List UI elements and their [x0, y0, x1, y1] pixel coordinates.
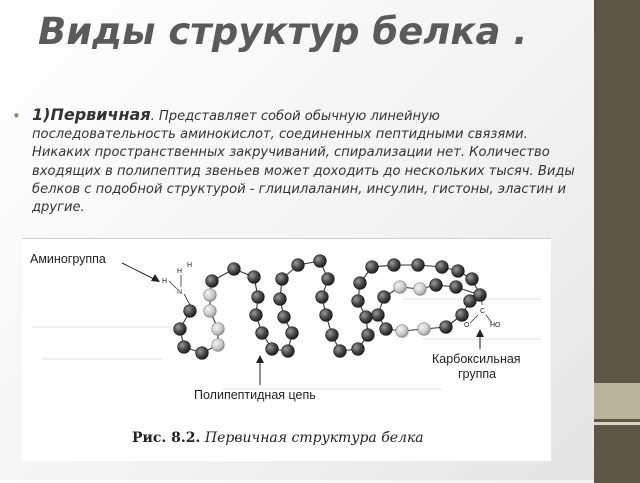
residue-light — [418, 323, 431, 336]
caption-number: Рис. 8.2. — [132, 430, 201, 446]
residue-dark — [452, 265, 465, 278]
residue-dark — [372, 309, 385, 322]
arrow-carboxyl-head — [476, 329, 484, 337]
amino-acid-residues — [174, 255, 487, 360]
residue-dark — [380, 323, 393, 336]
atom-h-top: H — [187, 262, 193, 269]
residue-dark — [334, 345, 347, 358]
residue-dark — [378, 291, 391, 304]
residue-light — [396, 325, 409, 338]
protein-figure — [22, 238, 551, 461]
caption-text: Первичная структура белка — [200, 430, 424, 446]
residue-light — [204, 289, 217, 302]
residue-dark — [206, 275, 219, 288]
residue-dark — [178, 341, 191, 354]
label-amino-group: Аминогруппа — [30, 252, 106, 266]
residue-light — [204, 305, 217, 318]
residue-dark — [196, 347, 209, 360]
residue-dark — [456, 309, 469, 322]
residue-dark — [228, 263, 241, 276]
atom-n: N — [177, 289, 183, 296]
label-carboxyl-2: группа — [458, 367, 497, 381]
residue-light — [212, 339, 225, 352]
residue-dark — [252, 291, 265, 304]
slide-title: Виды структур белка . — [38, 10, 528, 53]
residue-dark — [248, 271, 261, 284]
residue-dark — [292, 259, 305, 272]
residue-dark — [362, 329, 375, 342]
label-carboxyl-1: Карбоксильная — [432, 352, 521, 366]
residue-dark — [250, 309, 263, 322]
atom-o-left: O — [464, 322, 470, 329]
residue-dark — [316, 291, 329, 304]
residue-dark — [276, 273, 289, 286]
residue-dark — [412, 259, 425, 272]
amino-group-atoms — [162, 262, 192, 305]
residue-dark — [464, 295, 477, 308]
label-polypeptide-chain: Полипептидная цепь — [194, 388, 316, 402]
residue-dark — [352, 343, 365, 356]
residue-dark — [322, 273, 335, 286]
residue-dark — [436, 261, 449, 274]
residue-dark — [352, 295, 365, 308]
residue-dark — [450, 281, 463, 294]
residue-dark — [388, 259, 401, 272]
residue-dark — [320, 309, 333, 322]
lead-term: 1)Первичная — [32, 105, 151, 124]
residue-dark — [466, 273, 479, 286]
residue-dark — [326, 329, 339, 342]
residue-dark — [278, 311, 291, 324]
figure-caption — [132, 430, 424, 446]
residue-dark — [366, 261, 379, 274]
residue-dark — [440, 321, 453, 334]
sidebar-lower-block — [594, 422, 640, 483]
atom-h-left: H — [162, 278, 168, 285]
residue-dark — [354, 277, 367, 290]
bullet-icon: • — [12, 107, 21, 125]
residue-dark — [314, 255, 327, 268]
sidebar-accent-block — [594, 383, 640, 419]
residue-light — [414, 283, 427, 296]
residue-dark — [266, 343, 279, 356]
primary-structure-diagram — [22, 239, 551, 461]
atom-o-top: O — [480, 296, 486, 303]
arrow-amino — [122, 263, 154, 279]
atom-c: C — [480, 308, 486, 315]
residue-dark — [286, 327, 299, 340]
residue-dark — [430, 279, 443, 292]
residue-dark — [184, 305, 197, 318]
residue-light — [212, 323, 225, 336]
residue-dark — [174, 323, 187, 336]
residue-dark — [256, 327, 269, 340]
atom-ho: HO — [490, 322, 501, 329]
residue-dark — [360, 311, 373, 324]
atom-h-top-left: H — [177, 268, 183, 275]
residue-light — [394, 281, 407, 294]
residue-dark — [282, 345, 295, 358]
slide-body — [32, 106, 587, 217]
residue-dark — [274, 293, 287, 306]
body-paragraph: . Представляет собой обычную линейную последовательность аминокислот, соединенных пептидными связями. Никаких пространственных закручиваний, спирализации нет. Количество входящих в полипептид звеньев может доходить до нескольких тысяч. Виды белков с подобной структурой - глицилаланин, инсулин, гистоны, эластин и другие. — [32, 109, 575, 216]
arrow-chain-head — [256, 355, 264, 363]
